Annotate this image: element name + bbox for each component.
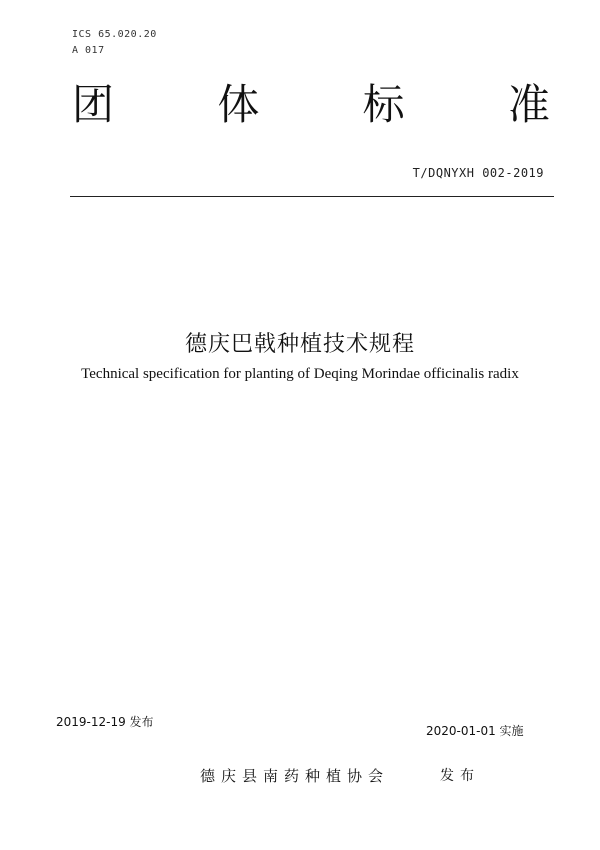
document-type-heading — [72, 80, 550, 130]
standard-number: T/DQNYXH 002-2019 — [412, 166, 544, 180]
title-chinese: 德庆巴戟种植技术规程 — [184, 332, 415, 357]
header-divider — [70, 196, 554, 197]
heading-char-4: 准 — [507, 80, 550, 129]
publisher-name: 德庆县南药种植协会 — [200, 767, 390, 785]
release-date: 2019-12-19 发布 — [56, 715, 154, 729]
ics-code: ICS 65.020.20 — [72, 29, 157, 40]
title-english: Technical specification for planting of Deqing Morindae officinalis radix — [81, 366, 519, 382]
heading-char-1: 团 — [72, 80, 115, 129]
heading-char-2: 体 — [217, 80, 260, 129]
publish-label: 发布 — [440, 768, 480, 784]
ccs-code: A 017 — [72, 45, 105, 56]
implementation-date: 2020-01-01 实施 — [426, 724, 524, 738]
heading-char-3: 标 — [362, 80, 405, 129]
